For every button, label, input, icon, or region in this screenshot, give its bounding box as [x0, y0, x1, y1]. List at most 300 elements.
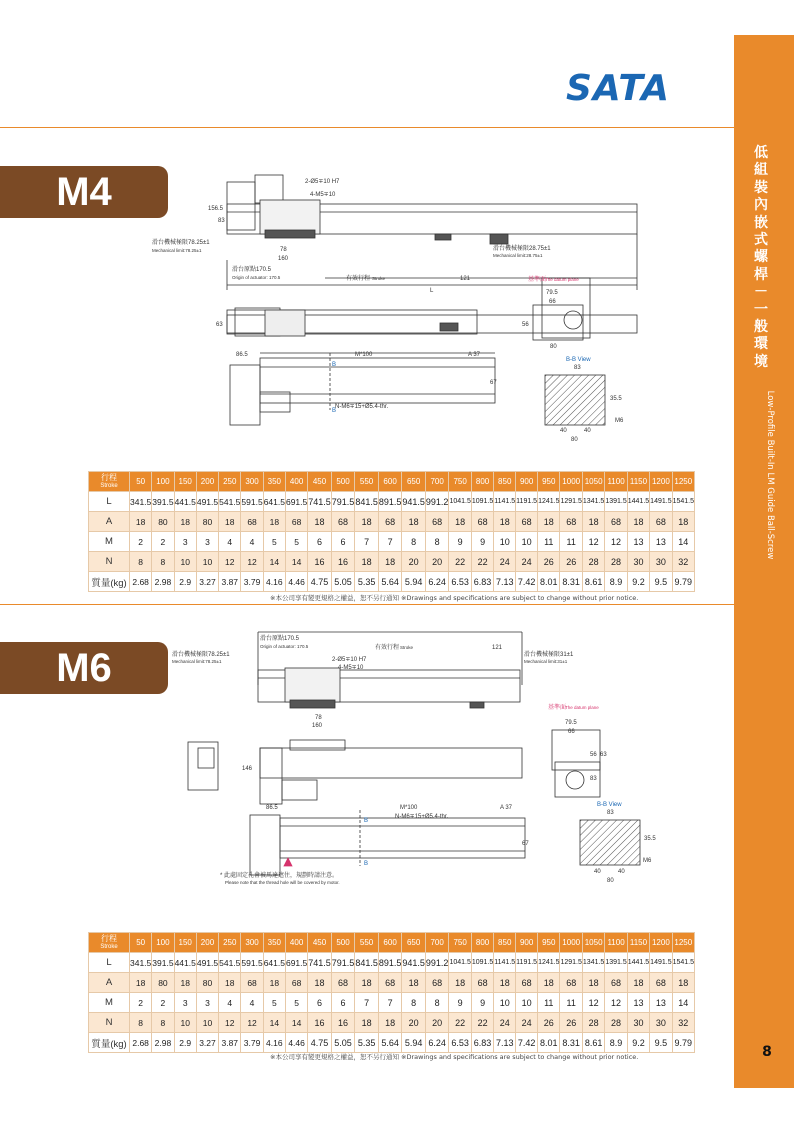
m6-table-cell: 3: [174, 993, 196, 1013]
m4-table-cell: 4: [219, 532, 241, 552]
m6-table-cell: 10: [174, 1013, 196, 1033]
m4-table-cell: 6.24: [425, 572, 449, 592]
m6-table-cell: 591.5: [241, 953, 263, 973]
m6-table-cell: 68: [650, 973, 672, 993]
m6-origin: 滑台原點170.5: [260, 636, 300, 642]
m4-table-cell: 2.68: [130, 572, 152, 592]
m4-table-cell: 12: [219, 552, 241, 572]
m6-table-cell: 8: [152, 1013, 174, 1033]
m6-table-cell: 6.24: [425, 1033, 449, 1053]
m6-table-cell: 18: [130, 973, 152, 993]
m4-table-cell: 591.5: [241, 492, 263, 512]
m6-table-cell: 24: [494, 1013, 516, 1033]
m4-table-cell: 9.2: [627, 572, 649, 592]
m4-table-cell: 22: [449, 552, 471, 572]
m6-dim67: 67: [522, 841, 529, 847]
m4-table-cell: 18: [449, 512, 471, 532]
m4-table-cell: 5: [285, 532, 307, 552]
m6-dim66: 66: [568, 729, 575, 735]
m4-dim80: 80: [550, 344, 557, 350]
m4-stroke-cell: 300: [241, 472, 263, 492]
m4-table-cell: 6: [308, 532, 332, 552]
m6-stroke-cell: 950: [538, 933, 560, 953]
m4-dim160: 160: [278, 256, 289, 262]
m4-table-cell: 8: [152, 552, 174, 572]
m6-stroke-cell: 350: [263, 933, 285, 953]
m6-table-cell: 18: [263, 973, 285, 993]
m4-table-row: [89, 532, 695, 552]
m4-stroke-cell: 1200: [650, 472, 672, 492]
m4-dim83: 83: [218, 218, 225, 224]
m6-stroke-cell: 50: [130, 933, 152, 953]
m6-table-cell: 16: [308, 1013, 332, 1033]
m4-table-cell: 5.35: [355, 572, 379, 592]
m4-hole2: 4-M5∓10: [310, 192, 336, 198]
m4-table-cell: 26: [538, 552, 560, 572]
m4-header-row: [89, 472, 695, 492]
m4-drawing: [150, 170, 640, 445]
m6-dim865: 86.5: [266, 805, 278, 811]
m4-stroke-cell: 400: [285, 472, 307, 492]
m4-table-cell: 841.5: [355, 492, 379, 512]
m4-table-cell: 1491.5: [650, 492, 672, 512]
m4-table-cell: 491.5: [196, 492, 218, 512]
m4-stroke-cell: 150: [174, 472, 196, 492]
m6-table-cell: 26: [538, 1013, 560, 1033]
m4-table-cell: 4.46: [285, 572, 307, 592]
m6-table-cell: 10: [196, 1013, 218, 1033]
m6-table-cell: 391.5: [152, 953, 174, 973]
m6-table-cell: 18: [378, 1013, 402, 1033]
m6-dim146: 146: [242, 766, 253, 772]
m4-table-cell: 941.5: [402, 492, 426, 512]
m6-datum: 基準面: [548, 705, 567, 711]
m4-table-cell: 16: [331, 552, 355, 572]
m6-table-cell: 4.75: [308, 1033, 332, 1053]
m4-bbm6: M6: [615, 418, 624, 424]
m6-table-cell: 18: [627, 973, 649, 993]
m4-stroke-cell: 900: [516, 472, 538, 492]
m4-stroke-cell: 350: [263, 472, 285, 492]
m4-table-cell: 5.64: [378, 572, 402, 592]
m4-table-cell: 5.05: [331, 572, 355, 592]
m6-table-cell: 18: [219, 973, 241, 993]
m4-stroke-cell: 100: [152, 472, 174, 492]
m4-row-label: 質量(kg): [89, 572, 130, 592]
m6-table-cell: 13: [650, 993, 672, 1013]
m6-table-cell: 7.42: [516, 1033, 538, 1053]
m6-table-cell: 18: [582, 973, 604, 993]
m6-table-row: [89, 993, 695, 1013]
m6-datum-en: The datum plane: [565, 705, 599, 710]
m6-table-cell: 68: [425, 973, 449, 993]
m4-stroke-cell: 550: [355, 472, 379, 492]
m4-stroke-cell: 1000: [560, 472, 582, 492]
m4-table-cell: 24: [516, 552, 538, 572]
m6-bb80: 80: [607, 878, 614, 884]
m6-table-cell: 6: [331, 993, 355, 1013]
m6-table-cell: 2.9: [174, 1033, 196, 1053]
divider-top: [0, 127, 734, 128]
m6-m100: M*100: [400, 805, 418, 811]
m4-table-cell: 10: [196, 552, 218, 572]
m6-stroke-cell: 1250: [672, 933, 694, 953]
m4-table-cell: 10: [494, 532, 516, 552]
m6-table-cell: 14: [263, 1013, 285, 1033]
m4-table-cell: 11: [538, 532, 560, 552]
m4-table-cell: 68: [605, 512, 627, 532]
m6-table-cell: 4: [241, 993, 263, 1013]
m6-table-cell: 891.5: [378, 953, 402, 973]
m6-row-label: 質量(kg): [89, 1033, 130, 1053]
m4-table-cell: 9.5: [650, 572, 672, 592]
m4-table-cell: 18: [308, 512, 332, 532]
m6-stroke-cell: 650: [402, 933, 426, 953]
m4-table-cell: 1241.5: [538, 492, 560, 512]
m4-table-cell: 68: [241, 512, 263, 532]
m4-table-cell: 3.87: [219, 572, 241, 592]
m6-table-cell: 4.46: [285, 1033, 307, 1053]
m6-table-cell: 68: [605, 973, 627, 993]
m6-table-cell: 10: [516, 993, 538, 1013]
m6-stroke-cell: 900: [516, 933, 538, 953]
m6-table-cell: 68: [516, 973, 538, 993]
m6-dim160: 160: [312, 723, 323, 729]
m4-dim56: 56: [522, 322, 529, 328]
m4-bb40a: 40: [560, 428, 567, 434]
m4-dim121: 121: [460, 276, 471, 282]
m6-table-cell: 68: [471, 973, 493, 993]
m6-table-cell: 22: [471, 1013, 493, 1033]
m4-table-cell: 4.16: [263, 572, 285, 592]
m6-table-cell: 9: [449, 993, 471, 1013]
m6-stroke-cell: 550: [355, 933, 379, 953]
m4-table-cell: 18: [627, 512, 649, 532]
m6-table-cell: 30: [650, 1013, 672, 1033]
m4-table-cell: 5: [263, 532, 285, 552]
m6-stroke: 有效行程: [375, 645, 400, 651]
m4-table-cell: 2.9: [174, 572, 196, 592]
m4-table-cell: 441.5: [174, 492, 196, 512]
m4-table-cell: 391.5: [152, 492, 174, 512]
m6-table-cell: 11: [538, 993, 560, 1013]
m4-stroke-cell: 1050: [582, 472, 604, 492]
m4-stroke-cell: 650: [402, 472, 426, 492]
m6-table-cell: 68: [241, 973, 263, 993]
m4-table-cell: 7: [355, 532, 379, 552]
m6-header-row: [89, 933, 695, 953]
m4-table-cell: 8: [425, 532, 449, 552]
m6-table-cell: 30: [627, 1013, 649, 1033]
m4-table-row: [89, 492, 695, 512]
m6-stroke-cell: 100: [152, 933, 174, 953]
m6-stroke-header: 行程 Stroke: [89, 933, 130, 953]
m6-table-cell: 1141.5: [494, 953, 516, 973]
m6-table-cell: 24: [516, 1013, 538, 1033]
m4-table-cell: 1541.5: [672, 492, 694, 512]
m6-stroke-cell: 850: [494, 933, 516, 953]
m6-hole2: 4-M5∓10: [338, 665, 364, 671]
m6-table-cell: 6.83: [471, 1033, 493, 1053]
m4-table-cell: 12: [582, 532, 604, 552]
m6-table-cell: 18: [672, 973, 694, 993]
m4-table-cell: 9: [471, 532, 493, 552]
m6-stroke-cell: 600: [378, 933, 402, 953]
m6-table-cell: 991.2: [425, 953, 449, 973]
m6-table-cell: 7: [355, 993, 379, 1013]
m6-stroke-cell: 450: [308, 933, 332, 953]
m6-table-cell: 3.27: [196, 1033, 218, 1053]
m6-table-cell: 441.5: [174, 953, 196, 973]
m4-stroke-cell: 600: [378, 472, 402, 492]
m6-warn: * 此處固定孔會被馬達遮住，規劃時請注意。: [220, 873, 339, 879]
m4-table-cell: 9.79: [672, 572, 694, 592]
m6-table-row: [89, 1033, 695, 1053]
m4-table-cell: 6.83: [471, 572, 493, 592]
m6-side: [260, 748, 522, 778]
m4-table-cell: 1291.5: [560, 492, 582, 512]
m6-table-cell: 7.13: [494, 1033, 516, 1053]
m4-table-cell: 6.53: [449, 572, 471, 592]
m4-table-cell: 18: [402, 512, 426, 532]
m6-stroke-cell: 1100: [605, 933, 627, 953]
m4-bb-section: [545, 375, 605, 425]
m6-table-cell: 2: [130, 993, 152, 1013]
m6-bb: B-B View: [597, 802, 622, 808]
m4-table-cell: 68: [516, 512, 538, 532]
m6-table-cell: 11: [560, 993, 582, 1013]
m4-table-cell: 14: [285, 552, 307, 572]
m4-table-cell: 18: [494, 512, 516, 532]
m4-table-cell: 991.2: [425, 492, 449, 512]
m4-stroke-cell: 50: [130, 472, 152, 492]
m6-stroke-cell: 800: [471, 933, 493, 953]
m6-table-cell: 491.5: [196, 953, 218, 973]
m6-table-cell: 5.94: [402, 1033, 426, 1053]
m6-row-label: M: [89, 993, 130, 1013]
m6-table-cell: 14: [672, 993, 694, 1013]
m6-table-cell: 341.5: [130, 953, 152, 973]
m4-table-cell: 1191.5: [516, 492, 538, 512]
m6-row-label: N: [89, 1013, 130, 1033]
m6-table-cell: 13: [627, 993, 649, 1013]
m4-table-cell: 1141.5: [494, 492, 516, 512]
m6-table-cell: 18: [402, 973, 426, 993]
m4-bb40b: 40: [584, 428, 591, 434]
m6-table-cell: 1491.5: [650, 953, 672, 973]
m6-table-cell: 12: [241, 1013, 263, 1033]
m4-stroke-cell: 850: [494, 472, 516, 492]
m4-table-row: [89, 552, 695, 572]
m6-table-cell: 741.5: [308, 953, 332, 973]
m6-table-cell: 2.98: [152, 1033, 174, 1053]
m6-spec-table: [88, 932, 695, 1053]
m4-table-cell: 8.9: [605, 572, 627, 592]
m6-table-cell: 3.87: [219, 1033, 241, 1053]
m4-stroke-cell: 1100: [605, 472, 627, 492]
m4-table-cell: 8: [130, 552, 152, 572]
m4-dim78: 78: [280, 247, 287, 253]
m6-table-cell: 2: [152, 993, 174, 1013]
m4-table-cell: 30: [650, 552, 672, 572]
m4-table-cell: 541.5: [219, 492, 241, 512]
m6-bb-section: [580, 820, 640, 865]
m4-table-cell: 80: [196, 512, 218, 532]
m6-table-cell: 1541.5: [672, 953, 694, 973]
m4-table-cell: 68: [650, 512, 672, 532]
m4-table-cell: 1441.5: [627, 492, 649, 512]
m4-table-cell: 8.31: [560, 572, 582, 592]
m6-dim78: 78: [315, 715, 322, 721]
m4-coupler: [255, 175, 283, 203]
m4-b-top: B: [332, 362, 337, 368]
m4-table-cell: 10: [516, 532, 538, 552]
m6-table-cell: 1341.5: [582, 953, 604, 973]
m4-table-cell: 18: [263, 512, 285, 532]
m4-dim79: 79.5: [546, 290, 558, 296]
model-tab-m4: M4: [0, 166, 168, 218]
m4-datum-en: The datum plane: [545, 277, 579, 282]
m4-a37: A 37: [468, 352, 481, 358]
m4-table-cell: 68: [285, 512, 307, 532]
m4-dim1565: 156.5: [208, 206, 224, 212]
m6-mech-left-en: Mechanical limit:78.25±1: [172, 659, 222, 664]
m6-dim83: 83: [590, 776, 597, 782]
m6-table-cell: 9.79: [672, 1033, 694, 1053]
m6-table-cell: 1041.5: [449, 953, 471, 973]
m4-table-row: [89, 572, 695, 592]
m6-table-cell: 641.5: [263, 953, 285, 973]
m6-table-cell: 26: [560, 1013, 582, 1033]
m4-table-cell: 341.5: [130, 492, 152, 512]
m4-dimL: L: [430, 288, 434, 294]
m4-row-label: M: [89, 532, 130, 552]
m4-mech-left: 滑台機械極限78.25±1: [152, 240, 210, 246]
m6-table-cell: 32: [672, 1013, 694, 1033]
m6-warn-en: Please note that the thread hole will be covered by motor.: [225, 880, 340, 885]
m4-front-motor: [230, 365, 260, 425]
m4-row-label: A: [89, 512, 130, 532]
m4-stroke-cell: 1150: [627, 472, 649, 492]
m6-hole1: 2-Ø5∓10 H7: [332, 657, 367, 663]
m4-stroke-cell: 950: [538, 472, 560, 492]
m4-table-cell: 24: [494, 552, 516, 572]
m4-m100: M*100: [355, 352, 373, 358]
m4-stroke-cell: 500: [331, 472, 355, 492]
side-subtitle: Low-Profile Built-In LM Guide Ball-Screw: [765, 390, 775, 560]
m4-table-cell: 791.5: [331, 492, 355, 512]
m4-table-cell: 11: [560, 532, 582, 552]
m6-table-cell: 3.79: [241, 1033, 263, 1053]
m6-table-cell: 6.53: [449, 1033, 471, 1053]
m4-table-cell: 2: [152, 532, 174, 552]
m4-table-cell: 16: [308, 552, 332, 572]
m6-bottom-motor: [250, 815, 280, 875]
m6-table-cell: 12: [605, 993, 627, 1013]
m6-table-cell: 68: [331, 973, 355, 993]
m6-b-bot: B: [364, 861, 369, 867]
m6-table-cell: 691.5: [285, 953, 307, 973]
m4-n-m6: N-M6∓15+Ø5.4-thr.: [335, 404, 389, 410]
m4-stroke-en: Stroke: [372, 276, 386, 281]
m4-table-cell: 9: [449, 532, 471, 552]
m4-mech-left-en: Mechanical limit:78.25±1: [152, 248, 202, 253]
m4-stroke-header: 行程 Stroke: [89, 472, 130, 492]
m4-table-cell: 30: [627, 552, 649, 572]
m4-table-cell: 8.01: [538, 572, 560, 592]
m4-table-cell: 68: [471, 512, 493, 532]
m4-table-cell: 2.98: [152, 572, 174, 592]
m4-table-cell: 6: [331, 532, 355, 552]
m6-end-view: [552, 730, 600, 770]
m4-stroke-cell: 1250: [672, 472, 694, 492]
m6-table-cell: 68: [378, 973, 402, 993]
m6-table-cell: 8.31: [560, 1033, 582, 1053]
m6-stroke-en: Stroke: [400, 645, 414, 650]
m6-table-cell: 9.5: [650, 1033, 672, 1053]
m4-stroke-cell: 450: [308, 472, 332, 492]
m6-table-cell: 22: [449, 1013, 471, 1033]
m4-b-bot: B: [332, 408, 337, 414]
m6-row-label: A: [89, 973, 130, 993]
m4-table-cell: 18: [130, 512, 152, 532]
m4-table-cell: 741.5: [308, 492, 332, 512]
m4-table-cell: 1341.5: [582, 492, 604, 512]
m4-table-cell: 12: [241, 552, 263, 572]
m6-mech-right: 滑台機械極限31±1: [524, 652, 574, 658]
m4-dim865: 86.5: [236, 352, 248, 358]
m6-table-cell: 8.61: [582, 1033, 604, 1053]
m6-dim63: 63: [600, 752, 607, 758]
m6-n-m6: N-M6∓15+Ø5.4-thr.: [395, 814, 449, 820]
m4-bb: B-B View: [566, 357, 591, 363]
m6-table-cell: 20: [402, 1013, 426, 1033]
m6-table-cell: 791.5: [331, 953, 355, 973]
m6-stroke-cell: 200: [196, 933, 218, 953]
m4-dim66: 66: [549, 299, 556, 305]
m6-table-cell: 5.35: [355, 1033, 379, 1053]
m4-spec-table: [88, 471, 695, 592]
m4-table-cell: 5.94: [402, 572, 426, 592]
m6-bb83: 83: [607, 810, 614, 816]
m4-origin-en: Origin of actuator: 170.5: [232, 275, 281, 280]
m4-table-cell: 18: [672, 512, 694, 532]
m6-table-cell: 18: [538, 973, 560, 993]
m4-table-cell: 3.79: [241, 572, 263, 592]
m6-stroke-cell: 500: [331, 933, 355, 953]
m6-stroke-cell: 750: [449, 933, 471, 953]
m6-bb40a: 40: [594, 869, 601, 875]
m6-table-cell: 1241.5: [538, 953, 560, 973]
m6-table-cell: 3: [196, 993, 218, 1013]
m6-table-cell: 2.68: [130, 1033, 152, 1053]
m4-datum: 基準面: [528, 277, 547, 283]
m6-table-cell: 5.05: [331, 1033, 355, 1053]
m4-table-cell: 12: [605, 532, 627, 552]
m4-origin: 滑台原點170.5: [232, 267, 272, 273]
m6-end-left: [188, 742, 218, 790]
m6-table-cell: 941.5: [402, 953, 426, 973]
m6-b-top: B: [364, 818, 369, 824]
model-tab-m6: M6: [0, 642, 168, 694]
m6-table-row: [89, 1013, 695, 1033]
m4-table-cell: 13: [627, 532, 649, 552]
m4-table-cell: 80: [152, 512, 174, 532]
m6-drawing: [170, 630, 656, 900]
m6-stroke-cell: 1000: [560, 933, 582, 953]
m6-table-cell: 1091.5: [471, 953, 493, 973]
side-title: 低組裝內嵌式螺桿－一般環境: [754, 145, 768, 370]
